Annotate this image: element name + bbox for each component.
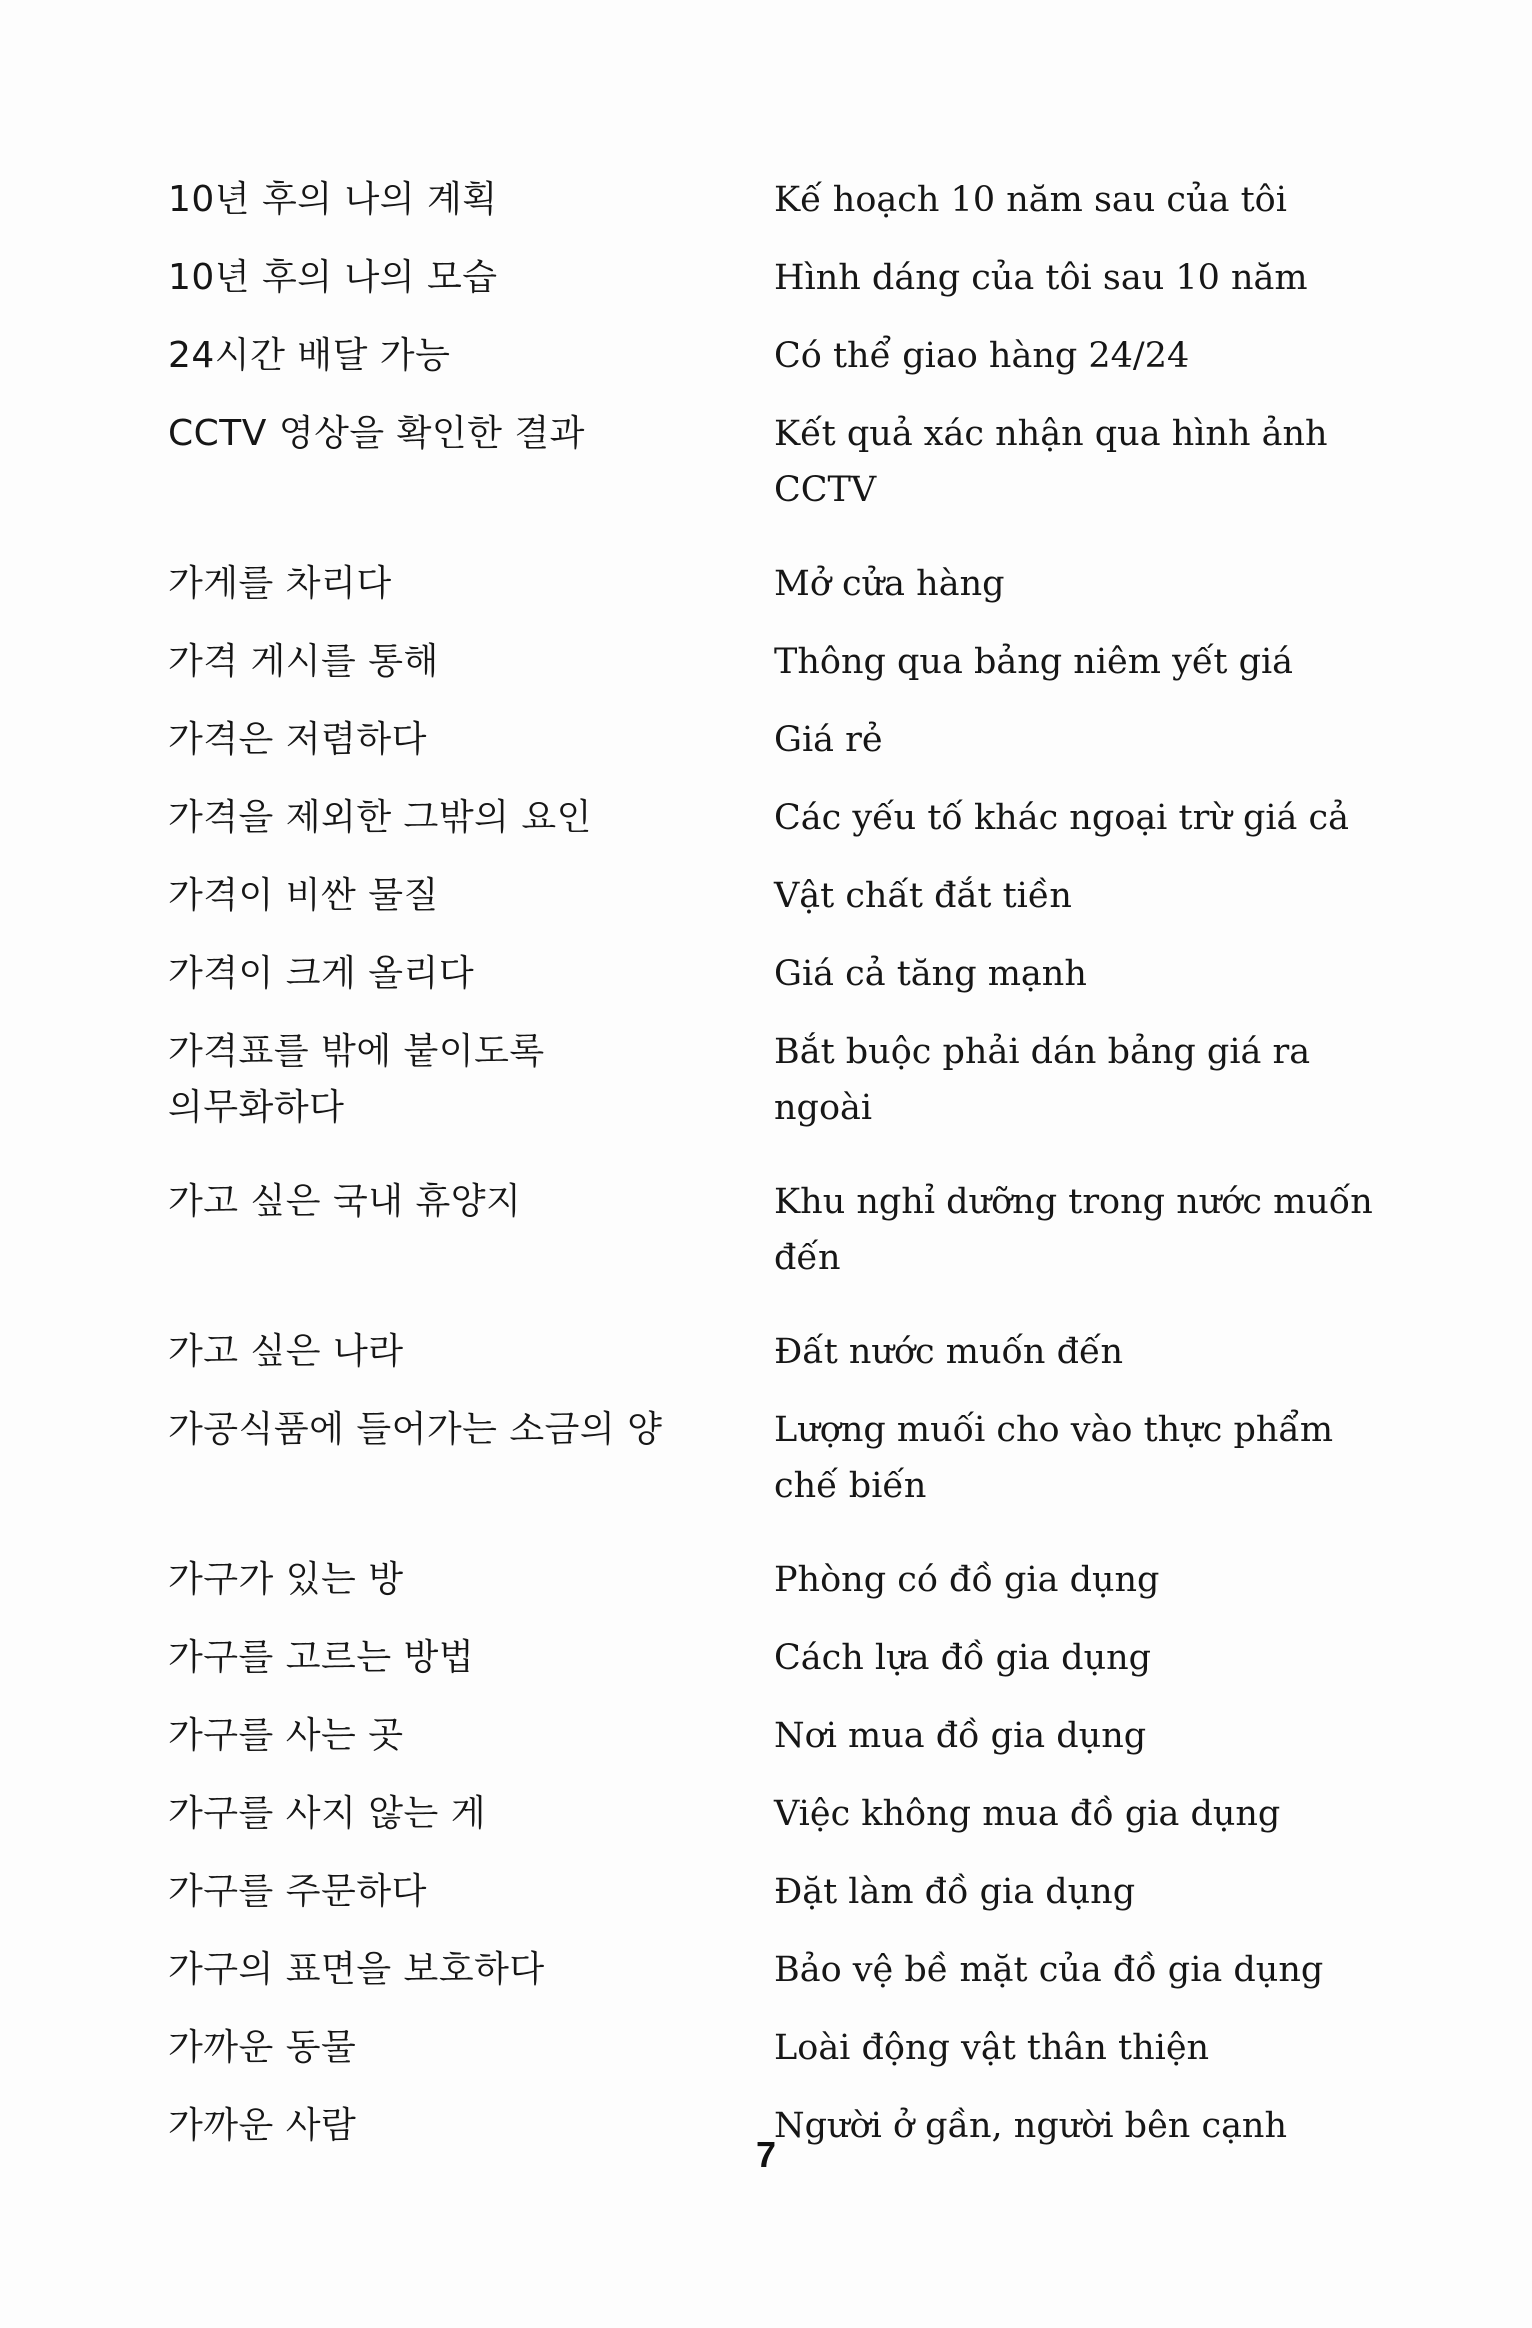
vocabulary-entry (168, 1630, 1388, 1686)
korean-term: 10년 후의 나의 모습 (168, 257, 498, 298)
vocabulary-entry (168, 1786, 1388, 1842)
korean-term: 가격이 비싼 물질 (168, 875, 439, 916)
korean-term: 가구가 있는 방 (168, 1559, 404, 1600)
page-number: 7 (755, 2134, 777, 2175)
korean-term: 가격표를 밖에 붙이도록 의무화하다 (168, 1031, 545, 1128)
korean-term: 가구를 고르는 방법 (168, 1637, 475, 1678)
vietnamese-translation: Thông qua bảng niêm yết giá (774, 642, 1294, 682)
vocabulary-entry (168, 790, 1388, 846)
vocabulary-entry (168, 556, 1388, 612)
korean-term: 가구의 표면을 보호하다 (168, 1949, 545, 1990)
vietnamese-translation: Hình dáng của tôi sau 10 năm (774, 258, 1308, 298)
vocabulary-entry (168, 1864, 1388, 1920)
vocabulary-entry (168, 328, 1388, 384)
vietnamese-translation: Phòng có đồ gia dụng (774, 1560, 1160, 1600)
vocabulary-entry (168, 1324, 1388, 1380)
korean-term: 가공식품에 들어가는 소금의 양 (168, 1409, 663, 1450)
korean-term: CCTV 영상을 확인한 결과 (168, 413, 585, 454)
vocabulary-entry (168, 1174, 1388, 1302)
vocabulary-entry (168, 1552, 1388, 1608)
vietnamese-translation: Người ở gần, người bên cạnh (774, 2106, 1288, 2146)
vietnamese-translation: Mở cửa hàng (774, 564, 1005, 604)
vocabulary-entry (168, 1024, 1388, 1152)
korean-term: 24시간 배달 가능 (168, 335, 451, 376)
vietnamese-translation: Bắt buộc phải dán bảng giá ra ngoài (774, 1032, 1311, 1128)
vietnamese-translation: Đặt làm đồ gia dụng (774, 1872, 1136, 1912)
korean-term: 가고 싶은 국내 휴양지 (168, 1181, 522, 1222)
korean-term: 가구를 사는 곳 (168, 1715, 404, 1756)
vietnamese-translation: Vật chất đắt tiền (774, 876, 1072, 916)
vocabulary-list (168, 172, 1388, 2176)
vocabulary-entry (168, 1402, 1388, 1530)
vocabulary-entry (168, 2020, 1388, 2076)
korean-term: 가까운 사람 (168, 2105, 357, 2146)
vocabulary-entry (168, 634, 1388, 690)
vocabulary-entry (168, 712, 1388, 768)
korean-term: 가구를 사지 않는 게 (168, 1793, 487, 1834)
vocabulary-entry (168, 868, 1388, 924)
vietnamese-translation: Khu nghỉ dưỡng trong nước muốn đến (774, 1182, 1373, 1278)
vocabulary-entry (168, 946, 1388, 1002)
vietnamese-translation: Có thể giao hàng 24/24 (774, 336, 1190, 376)
korean-term: 가격 게시를 통해 (168, 641, 439, 682)
vietnamese-translation: Việc không mua đồ gia dụng (774, 1794, 1281, 1834)
vietnamese-translation: Giá cả tăng mạnh (774, 954, 1087, 994)
vietnamese-translation: Kế hoạch 10 năm sau của tôi (774, 180, 1287, 220)
vocabulary-entry (168, 406, 1388, 534)
vietnamese-translation: Nơi mua đồ gia dụng (774, 1716, 1147, 1756)
korean-term: 가격을 제외한 그밖의 요인 (168, 797, 592, 838)
vietnamese-translation: Bảo vệ bề mặt của đồ gia dụng (774, 1950, 1324, 1990)
vocabulary-entry (168, 1942, 1388, 1998)
korean-term: 가까운 동물 (168, 2027, 357, 2068)
vietnamese-translation: Loài động vật thân thiện (774, 2028, 1210, 2068)
vocabulary-entry (168, 172, 1388, 228)
korean-term: 가구를 주문하다 (168, 1871, 427, 1912)
korean-term: 가고 싶은 나라 (168, 1331, 404, 1372)
vietnamese-translation: Kết quả xác nhận qua hình ảnh CCTV (774, 414, 1328, 510)
vietnamese-translation: Cách lựa đồ gia dụng (774, 1638, 1152, 1678)
vocabulary-entry (168, 250, 1388, 306)
korean-term: 가게를 차리다 (168, 563, 392, 604)
vietnamese-translation: Đất nước muốn đến (774, 1332, 1124, 1372)
vietnamese-translation: Lượng muối cho vào thực phẩm chế biến (774, 1410, 1334, 1506)
vietnamese-translation: Các yếu tố khác ngoại trừ giá cả (774, 798, 1350, 838)
korean-term: 가격이 크게 올리다 (168, 953, 475, 994)
korean-term: 가격은 저렴하다 (168, 719, 427, 760)
vocabulary-entry (168, 1708, 1388, 1764)
vietnamese-translation: Giá rẻ (774, 720, 883, 760)
korean-term: 10년 후의 나의 계획 (168, 179, 498, 220)
